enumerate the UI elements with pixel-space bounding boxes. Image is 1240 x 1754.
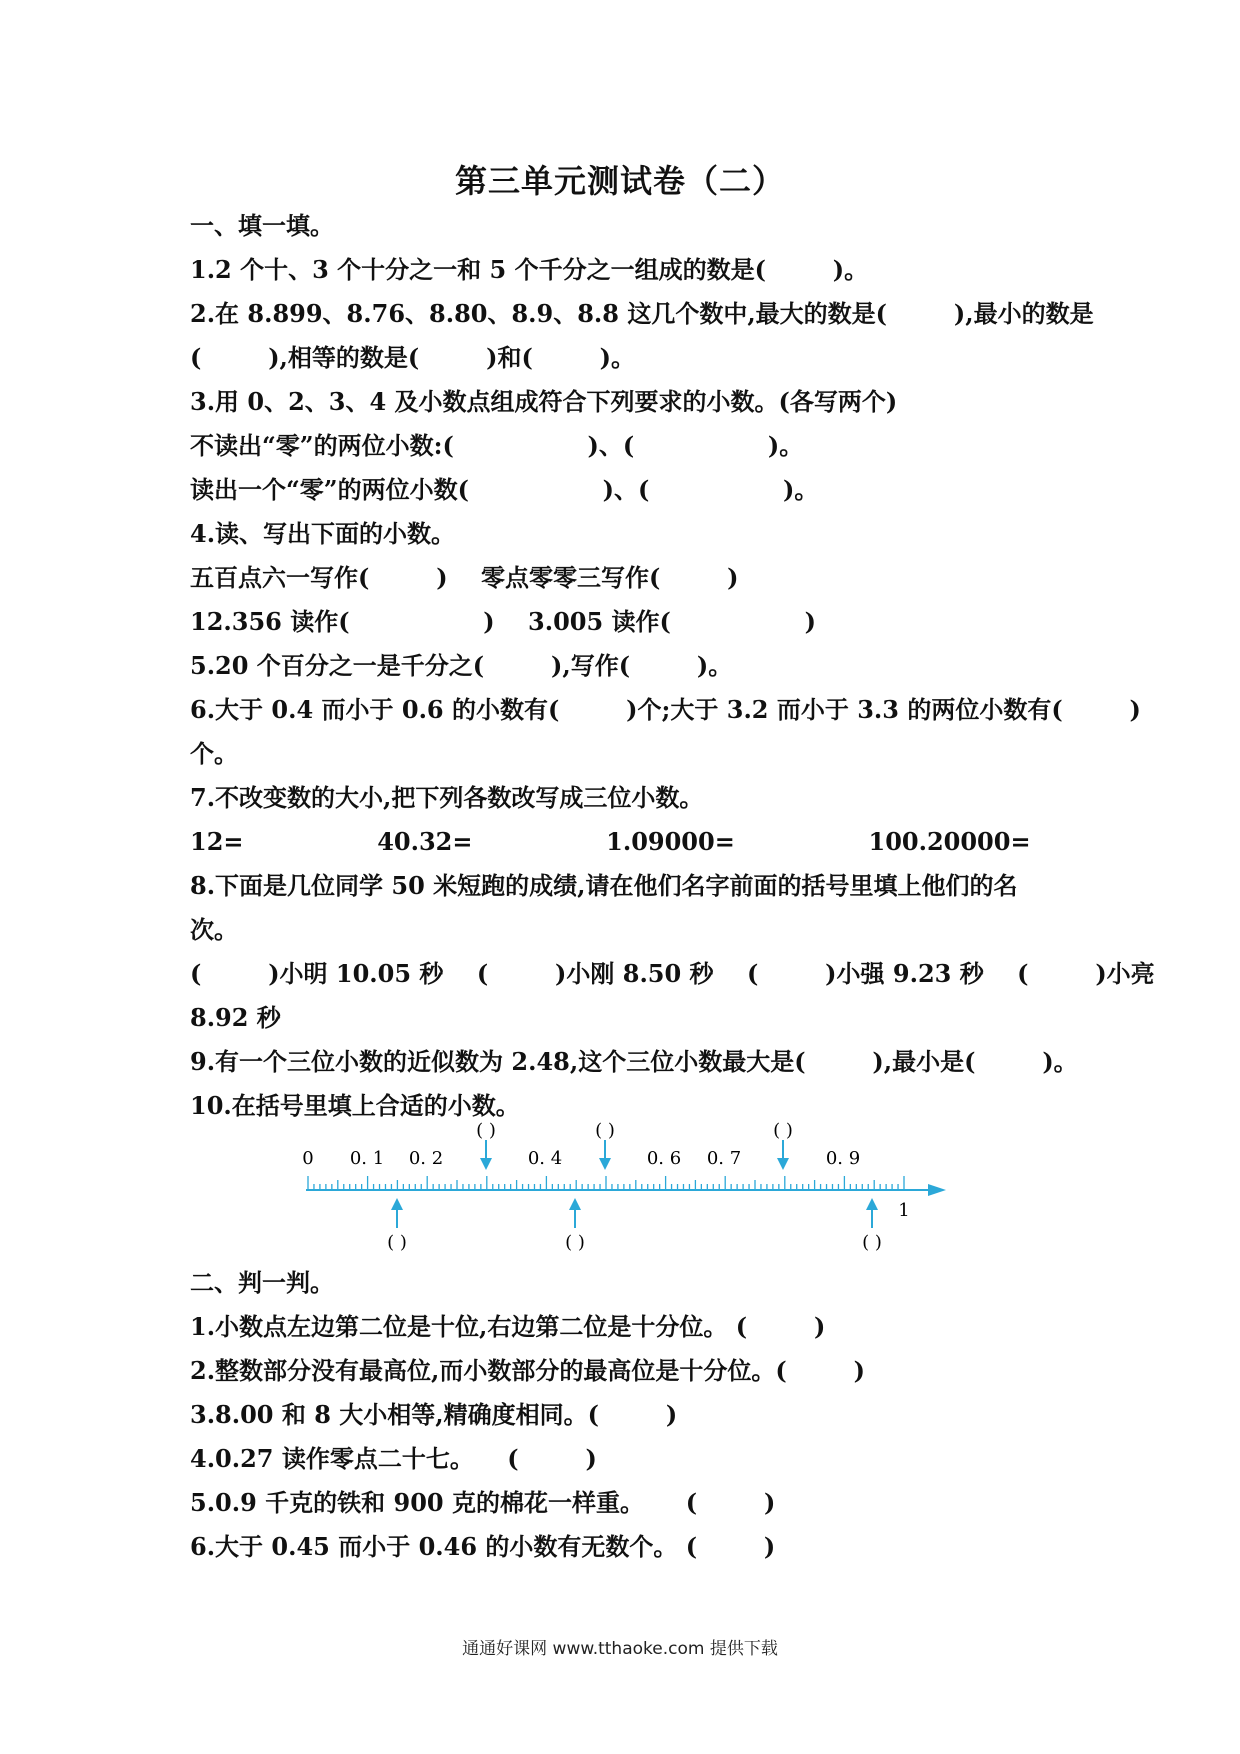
question-line: 9.有一个三位小数的近似数为 2.48,这个三位小数最大是( ),最小是( )。 bbox=[190, 1047, 1078, 1076]
question-line: ( ),相等的数是( )和( )。 bbox=[190, 343, 636, 372]
page-title: 第三单元测试卷（二） bbox=[454, 162, 785, 200]
number-line-arrowhead bbox=[928, 1184, 946, 1196]
footer-source: 通通好课网 www.tthaoke.com 提供下载 bbox=[462, 1639, 778, 1659]
down-arrow-icon bbox=[480, 1140, 492, 1170]
tick-label-0.2: 0. 2 bbox=[408, 1148, 444, 1169]
question-line: 12= 40.32= 1.09000= 100.20000= bbox=[190, 827, 1031, 856]
up-arrow-icon bbox=[866, 1198, 878, 1228]
tick-label-1: 1 bbox=[898, 1200, 910, 1221]
tick-label-0: 0 bbox=[302, 1148, 314, 1169]
tick-label-0.1: 0. 1 bbox=[349, 1148, 385, 1169]
top-answer-bracket: ( ) bbox=[476, 1120, 496, 1141]
question-line: 五百点六一写作( ) 零点零零三写作( ) bbox=[190, 563, 739, 592]
bottom-answer-bracket: ( ) bbox=[387, 1232, 407, 1253]
number-line-ticks bbox=[308, 1176, 904, 1190]
tick-label-0.6: 0. 6 bbox=[646, 1148, 682, 1169]
judge-question-line: 3.8.00 和 8 大小相等,精确度相同。( ) bbox=[190, 1400, 678, 1429]
question-line: 读出一个“零”的两位小数( )、( )。 bbox=[190, 475, 819, 504]
question-line: 10.在括号里填上合适的小数。 bbox=[190, 1091, 520, 1120]
question-line: 2.在 8.899、8.76、8.80、8.9、8.8 这几个数中,最大的数是( ),最小的数是 bbox=[190, 299, 1094, 328]
question-line: 12.356 读作( ) 3.005 读作( ) bbox=[190, 607, 816, 636]
question-line: 次。 bbox=[190, 915, 238, 944]
judge-question-line: 1.小数点左边第二位是十位,右边第二位是十分位。 ( ) bbox=[190, 1312, 826, 1341]
question-line: 4.读、写出下面的小数。 bbox=[190, 519, 456, 548]
question-line: 5.20 个百分之一是千分之( ),写作( )。 bbox=[190, 651, 733, 680]
section-heading-judge: 二、判一判。 bbox=[190, 1268, 334, 1297]
question-line: 8.下面是几位同学 50 米短跑的成绩,请在他们名字前面的括号里填上他们的名 bbox=[190, 871, 1018, 900]
bottom-answer-bracket: ( ) bbox=[565, 1232, 585, 1253]
judge-question-line: 2.整数部分没有最高位,而小数部分的最高位是十分位。( ) bbox=[190, 1356, 865, 1385]
top-answer-bracket: ( ) bbox=[595, 1120, 615, 1141]
number-line-diagram bbox=[290, 1118, 970, 1260]
question-line: ( )小明 10.05 秒 ( )小刚 8.50 秒 ( )小强 9.23 秒 ( )小亮 bbox=[190, 959, 1155, 988]
question-line: 1.2 个十、3 个十分之一和 5 个千分之一组成的数是( )。 bbox=[190, 255, 869, 284]
question-line: 3.用 0、2、3、4 及小数点组成符合下列要求的小数。(各写两个) bbox=[190, 387, 898, 416]
question-line: 7.不改变数的大小,把下列各数改写成三位小数。 bbox=[190, 783, 704, 812]
question-line: 不读出“零”的两位小数:( )、( )。 bbox=[190, 431, 804, 460]
question-line: 个。 bbox=[190, 739, 238, 768]
tick-label-0.4: 0. 4 bbox=[527, 1148, 563, 1169]
section-heading-fill: 一、填一填。 bbox=[190, 211, 334, 240]
judge-question-line: 4.0.27 读作零点二十七。 ( ) bbox=[190, 1444, 597, 1473]
judge-question-line: 6.大于 0.45 而小于 0.46 的小数有无数个。 ( ) bbox=[190, 1532, 776, 1561]
bottom-answer-bracket: ( ) bbox=[862, 1232, 882, 1253]
up-arrow-icon bbox=[391, 1198, 403, 1228]
tick-label-0.9: 0. 9 bbox=[825, 1148, 861, 1169]
question-line: 8.92 秒 bbox=[190, 1003, 281, 1032]
top-answer-bracket: ( ) bbox=[773, 1120, 793, 1141]
judge-question-line: 5.0.9 千克的铁和 900 克的棉花一样重。 ( ) bbox=[190, 1488, 776, 1517]
down-arrow-icon bbox=[599, 1140, 611, 1170]
up-arrow-icon bbox=[569, 1198, 581, 1228]
tick-label-0.7: 0. 7 bbox=[706, 1148, 742, 1169]
down-arrow-icon bbox=[777, 1140, 789, 1170]
question-line: 6.大于 0.4 而小于 0.6 的小数有( )个;大于 3.2 而小于 3.3 的两位小数有( ) bbox=[190, 695, 1141, 724]
